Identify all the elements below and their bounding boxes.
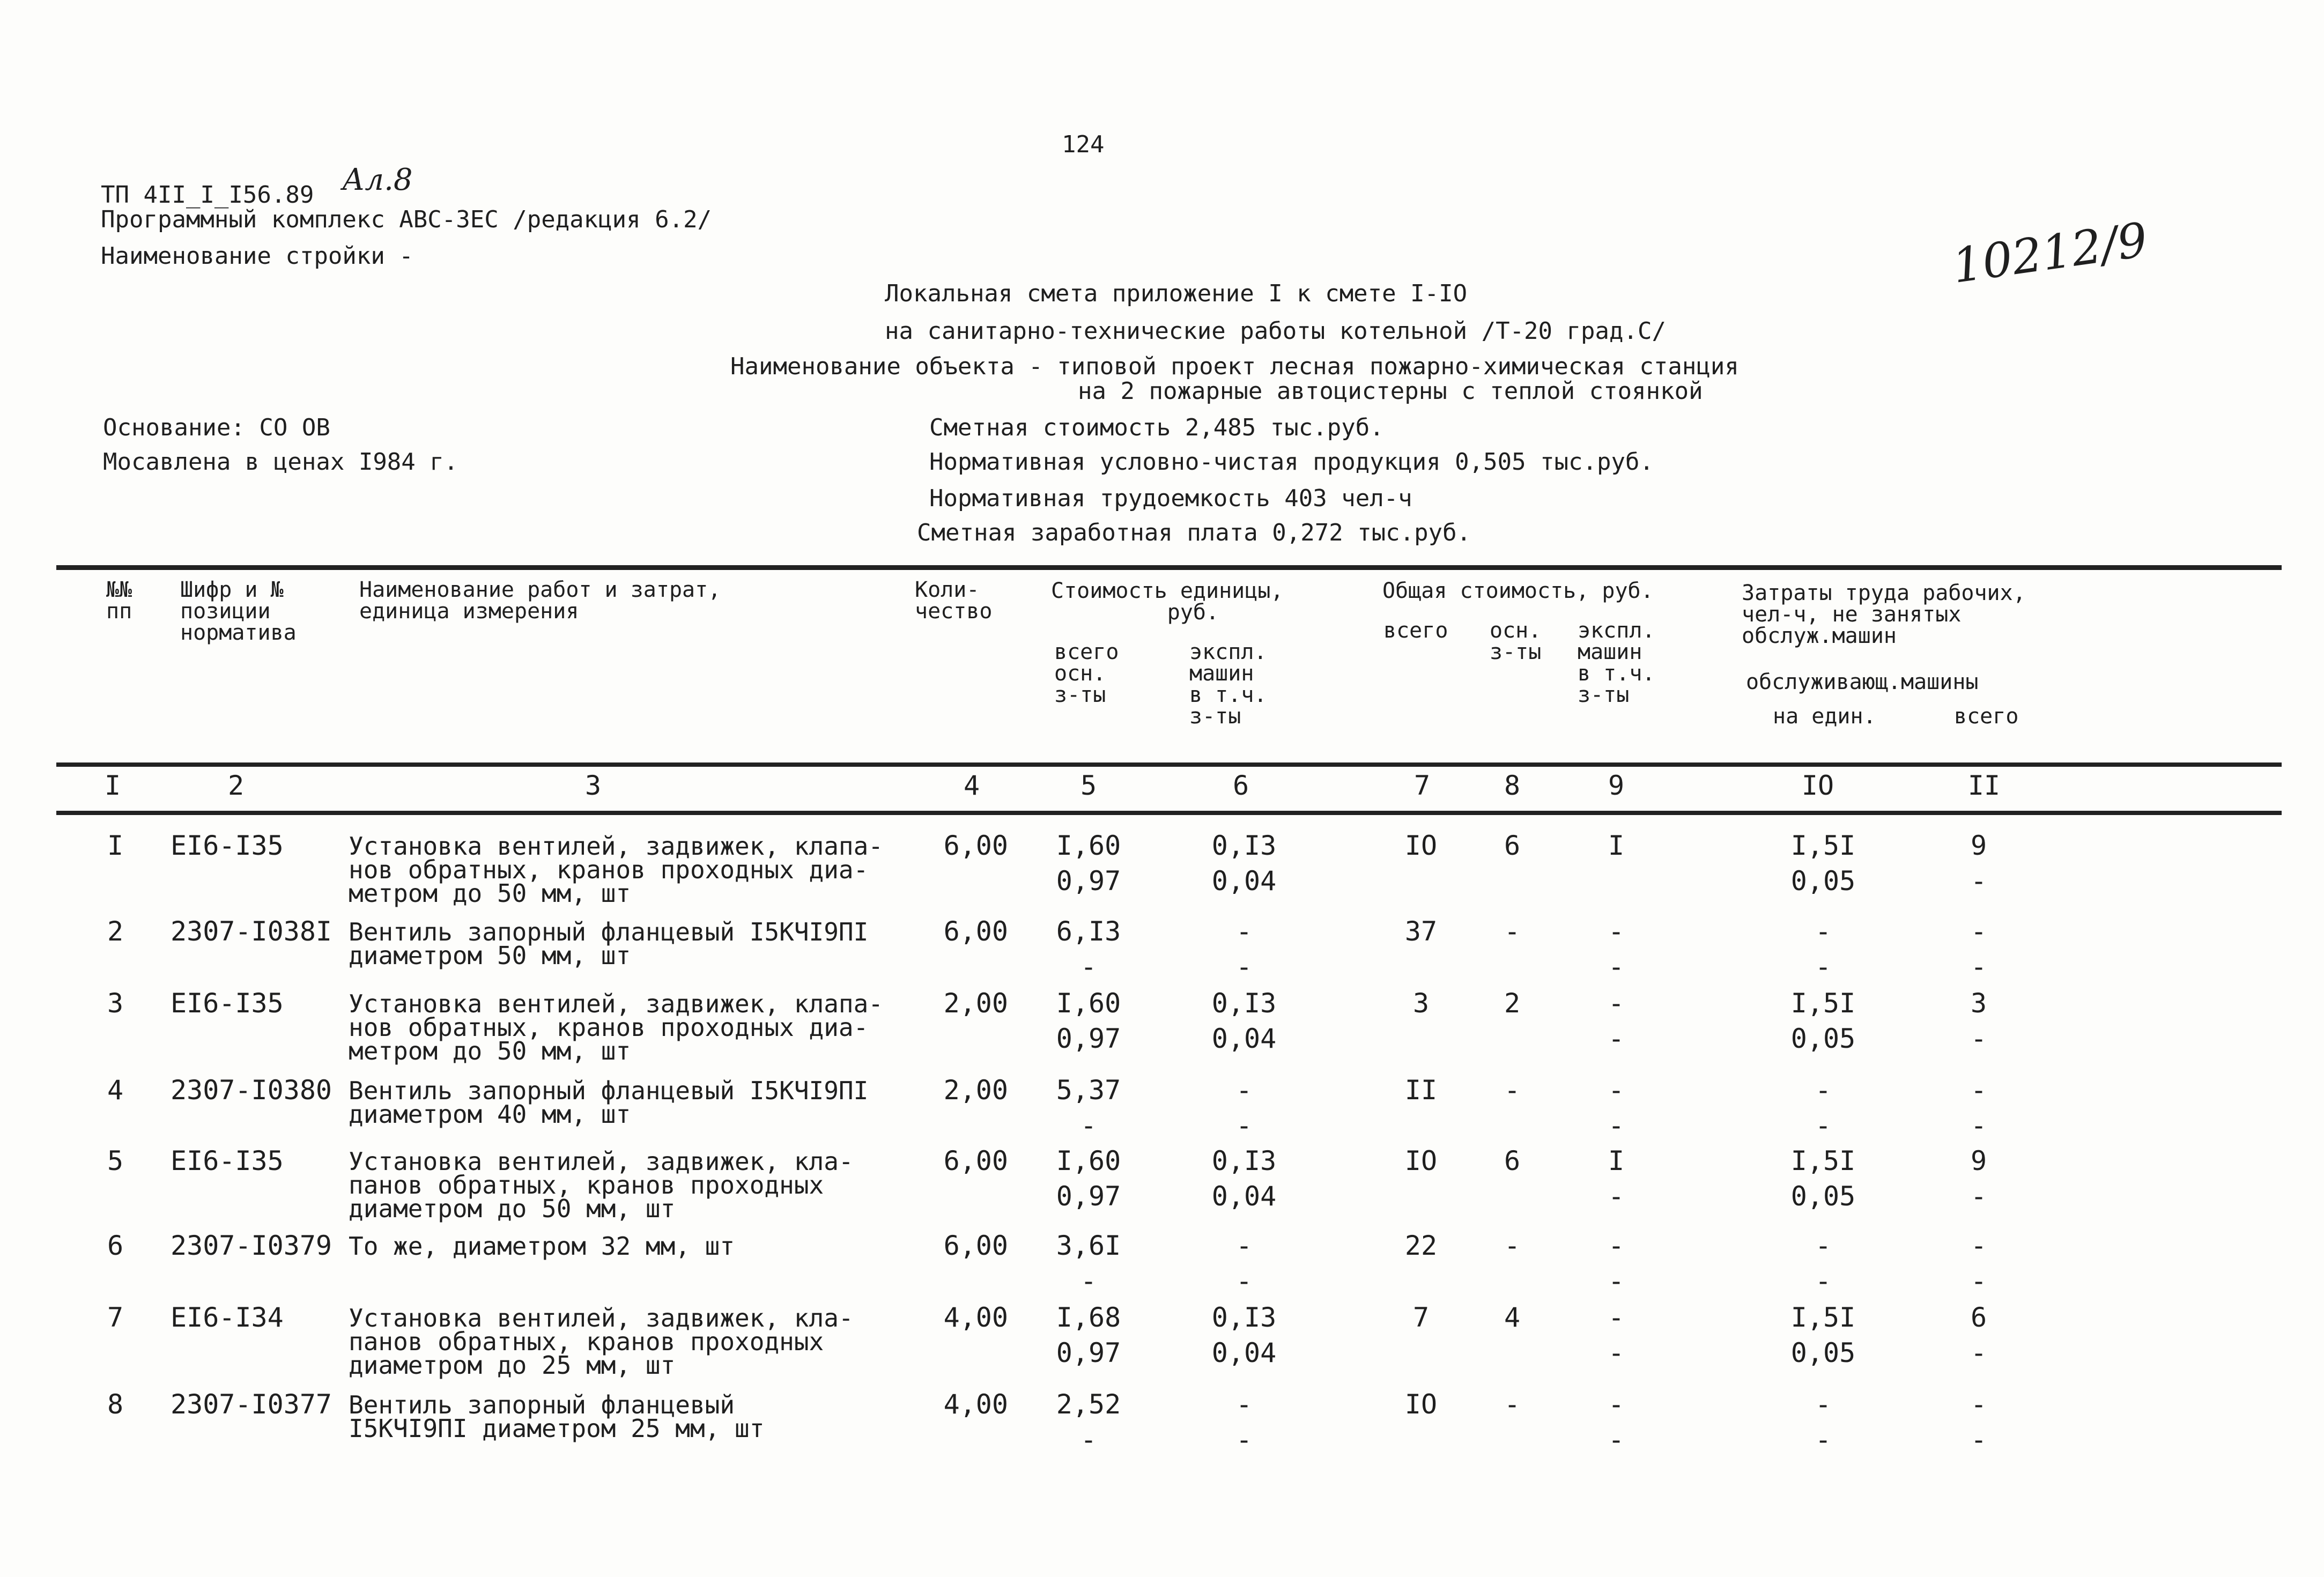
header-row-number: №№ пп [106,578,132,624]
labor-per-unit: - [1815,1075,1832,1106]
total-wages: 4 [1504,1302,1521,1333]
total-machine-wages: - [1608,1337,1625,1368]
column-number: 8 [1504,770,1521,801]
unit-wages: - [1080,951,1097,982]
unit-machine-wages: - [1235,1265,1253,1297]
total-machine-wages: - [1608,1110,1625,1141]
unit-machine-wages: - [1235,1424,1253,1455]
norm-code: EI6-I35 [171,988,284,1019]
column-number: 5 [1080,770,1097,801]
labor-machine-total: - [1970,1181,1987,1212]
labor-machine-per-unit: - [1815,1265,1832,1297]
row-number: 4 [107,1075,124,1106]
row-number: 7 [107,1302,124,1333]
unit-total: 6,I3 [1056,916,1121,947]
labor-per-unit: - [1815,916,1832,947]
header-labor: Затраты труда рабочих, чел-ч, не занятых обслуж.машин [1742,581,2026,648]
column-number: 2 [227,770,245,801]
work-name: Вентиль запорный фланцевый I5КЧI9ПI диаметром 50 мм, шт [349,917,869,970]
norm-code: 2307-I0379 [171,1230,332,1261]
norm-code: 2307-I038I [171,916,332,947]
total-cost: IO [1404,1145,1438,1176]
labor-machine-total: - [1970,1110,1987,1141]
unit-machines: 0,I3 [1211,830,1277,861]
norm-code: EI6-I35 [171,1145,284,1176]
unit-machines: - [1235,1230,1253,1261]
total-wages: 6 [1504,1145,1521,1176]
unit-total: 5,37 [1056,1075,1121,1106]
header-labor-total: всего [1954,704,2019,729]
header-basic-wages: осн. з-ты [1490,618,1542,664]
column-number: IO [1801,770,1834,801]
quantity: 6,00 [943,916,1008,947]
unit-wages: 0,97 [1056,1337,1121,1368]
header-per-unit: на един. [1773,704,1876,729]
quantity: 2,00 [943,988,1008,1019]
total-machines: - [1608,1230,1625,1261]
total-wages: - [1504,1389,1521,1420]
norm-code: EI6-I35 [171,830,284,861]
norm-code: EI6-I34 [171,1302,284,1333]
labor-per-unit: I,5I [1790,988,1856,1019]
labor-machine-per-unit: - [1815,1110,1832,1141]
header-unit-machines: экспл. машин в т.ч. з-ты [1189,640,1267,729]
unit-machines: 0,I3 [1211,988,1277,1019]
row-number: 8 [107,1389,124,1420]
labor-machine-total: - [1970,865,1987,897]
total-wages: - [1504,916,1521,947]
labor-total: - [1970,1230,1987,1261]
column-number: 9 [1608,770,1625,801]
column-number: II [1967,770,2001,801]
total-machines: - [1608,916,1625,947]
labor-per-unit: I,5I [1790,1145,1856,1176]
total-machines: - [1608,988,1625,1019]
header-labor-machines: обслуживающ.машины [1746,670,1979,694]
program-name: Программный комплекс АВС-ЗЕС /редакция 6.2/ [101,206,712,233]
total-machines: I [1608,830,1625,861]
row-number: 2 [107,916,124,947]
quantity: 6,00 [943,1230,1008,1261]
quantity: 6,00 [943,1145,1008,1176]
unit-machines: 0,I3 [1211,1145,1277,1176]
column-number: 4 [963,770,980,801]
work-name: Вентиль запорный фланцевый I5КЧI9ПI диаметром 25 мм, шт [349,1390,765,1443]
total-machine-wages: - [1608,1424,1625,1455]
unit-wages: 0,97 [1056,1023,1121,1054]
quantity: 4,00 [943,1389,1008,1420]
net-product: Нормативная условно-чистая продукция 0,505 тыс.руб. [929,448,1654,476]
total-wages: 6 [1504,830,1521,861]
labor-intensity: Нормативная трудоемкость 403 чел-ч [929,485,1412,512]
header-code: Шифр и № позиции норматива [180,578,297,645]
title-line-2: на санитарно-технические работы котельной /Т-20 град.С/ [885,317,1666,345]
header-total-cost: Общая стоимость, руб. [1382,579,1654,603]
unit-machine-wages: - [1235,1110,1253,1141]
labor-per-unit: I,5I [1790,830,1856,861]
wages: Сметная заработная плата 0,272 тыс.руб. [917,519,1471,546]
document-code: ТП 4II_I_I56.89 [101,181,314,209]
unit-total: I,60 [1056,1145,1121,1176]
unit-total: 2,52 [1056,1389,1121,1420]
labor-total: 3 [1970,988,1987,1019]
total-machines: I [1608,1145,1625,1176]
total-machine-wages: - [1608,951,1625,982]
title-line-4: на 2 пожарные автоцистерны с теплой стоянкой [1078,377,1703,405]
labor-total: - [1970,1075,1987,1106]
column-number: 7 [1413,770,1431,801]
total-machines: - [1608,1389,1625,1420]
labor-machine-total: - [1970,951,1987,982]
labor-per-unit: - [1815,1230,1832,1261]
unit-machine-wages: - [1235,951,1253,982]
total-cost: 22 [1404,1230,1438,1261]
total-machines: - [1608,1302,1625,1333]
total-wages: - [1504,1230,1521,1261]
row-number: 5 [107,1145,124,1176]
labor-machine-total: - [1970,1023,1987,1054]
unit-total: I,60 [1056,988,1121,1019]
unit-total: I,68 [1056,1302,1121,1333]
numbers-bottom-rule [56,811,2282,815]
labor-total: 9 [1970,830,1987,861]
quantity: 2,00 [943,1075,1008,1106]
total-machines: - [1608,1075,1625,1106]
norm-code: 2307-I0377 [171,1389,332,1420]
row-number: I [107,830,124,861]
labor-total: 9 [1970,1145,1987,1176]
total-cost: IO [1404,1389,1438,1420]
labor-machine-total: - [1970,1337,1987,1368]
work-name: Установка вентилей, задвижек, кла- панов обратных, кранов проходных диаметром до 25 мм, шт [349,1304,854,1380]
unit-machines: - [1235,1389,1253,1420]
quantity: 4,00 [943,1302,1008,1333]
total-cost: 7 [1412,1302,1430,1333]
quantity: 6,00 [943,830,1008,861]
labor-total: - [1970,916,1987,947]
labor-machine-per-unit: - [1815,1424,1832,1455]
work-name: Вентиль запорный фланцевый I5КЧI9ПI диаметром 40 мм, шт [349,1076,869,1129]
unit-wages: - [1080,1424,1097,1455]
unit-total: 3,6I [1056,1230,1121,1261]
labor-machine-total: - [1970,1265,1987,1297]
row-number: 6 [107,1230,124,1261]
work-name: Установка вентилей, задвижек, клапа- нов обратных, кранов проходных диа- метром до 50 мм, шт [349,832,883,908]
column-number: 3 [584,770,602,801]
estimated-cost: Сметная стоимость 2,485 тыс.руб. [929,414,1384,441]
header-work-name: Наименование работ и затрат, единица измерения [359,578,721,624]
labor-per-unit: - [1815,1389,1832,1420]
total-wages: - [1504,1075,1521,1106]
labor-machine-per-unit: 0,05 [1790,1337,1856,1368]
header-bottom-rule [56,762,2282,767]
labor-machine-per-unit: - [1815,951,1832,982]
total-wages: 2 [1504,988,1521,1019]
unit-machines: 0,I3 [1211,1302,1277,1333]
sheet-mark: Ал.8 [342,162,413,197]
labor-total: - [1970,1389,1987,1420]
labor-machine-total: - [1970,1424,1987,1455]
total-cost: II [1404,1075,1438,1106]
construction-name: Наименование стройки - [101,242,413,270]
unit-total: I,60 [1056,830,1121,861]
row-number: 3 [107,988,124,1019]
total-cost: IO [1404,830,1438,861]
work-name: То же, диаметром 32 мм, шт [349,1232,735,1261]
unit-wages: - [1080,1110,1097,1141]
header-total: всего [1383,618,1448,643]
total-cost: 37 [1404,916,1438,947]
total-machine-wages: - [1608,1181,1625,1212]
unit-machine-wages: 0,04 [1211,865,1277,897]
labor-machine-per-unit: 0,05 [1790,865,1856,897]
basis: Основание: СО ОВ [103,414,330,441]
column-number: 6 [1232,770,1249,801]
labor-machine-per-unit: 0,05 [1790,1181,1856,1212]
labor-total: 6 [1970,1302,1987,1333]
labor-per-unit: I,5I [1790,1302,1856,1333]
header-machines: экспл. машин в т.ч. з-ты [1578,618,1655,707]
title-line-1: Локальная смета приложение I к смете I-IO [885,280,1468,307]
archive-number: 10212/9 [1949,212,2151,294]
work-name: Установка вентилей, задвижек, кла- панов обратных, кранов проходных диаметром до 50 мм, шт [349,1147,854,1223]
page-number: 124 [1062,131,1105,158]
total-cost: 3 [1412,988,1430,1019]
unit-machine-wages: 0,04 [1211,1181,1277,1212]
unit-wages: 0,97 [1056,865,1121,897]
header-quantity: Коли- чество [915,578,993,624]
unit-wages: 0,97 [1056,1181,1121,1212]
price-basis: Мосавлена в ценах I984 г. [103,448,458,476]
total-machine-wages: - [1608,1023,1625,1054]
unit-machine-wages: 0,04 [1211,1337,1277,1368]
header-unit-cost: Стоимость единицы, руб. [1051,579,1284,625]
norm-code: 2307-I0380 [171,1075,332,1106]
unit-wages: - [1080,1265,1097,1297]
column-number: I [104,770,121,801]
title-line-3: Наименование объекта - типовой проект лесная пожарно-химическая станция [730,353,1739,380]
table-top-rule [56,565,2282,570]
unit-machines: - [1235,916,1253,947]
total-machine-wages: - [1608,1265,1625,1297]
labor-machine-per-unit: 0,05 [1790,1023,1856,1054]
work-name: Установка вентилей, задвижек, клапа- нов обратных, кранов проходных диа- метром до 50 мм, шт [349,989,883,1065]
unit-machines: - [1235,1075,1253,1106]
unit-machine-wages: 0,04 [1211,1023,1277,1054]
header-unit-total: всего осн. з-ты [1054,640,1119,707]
